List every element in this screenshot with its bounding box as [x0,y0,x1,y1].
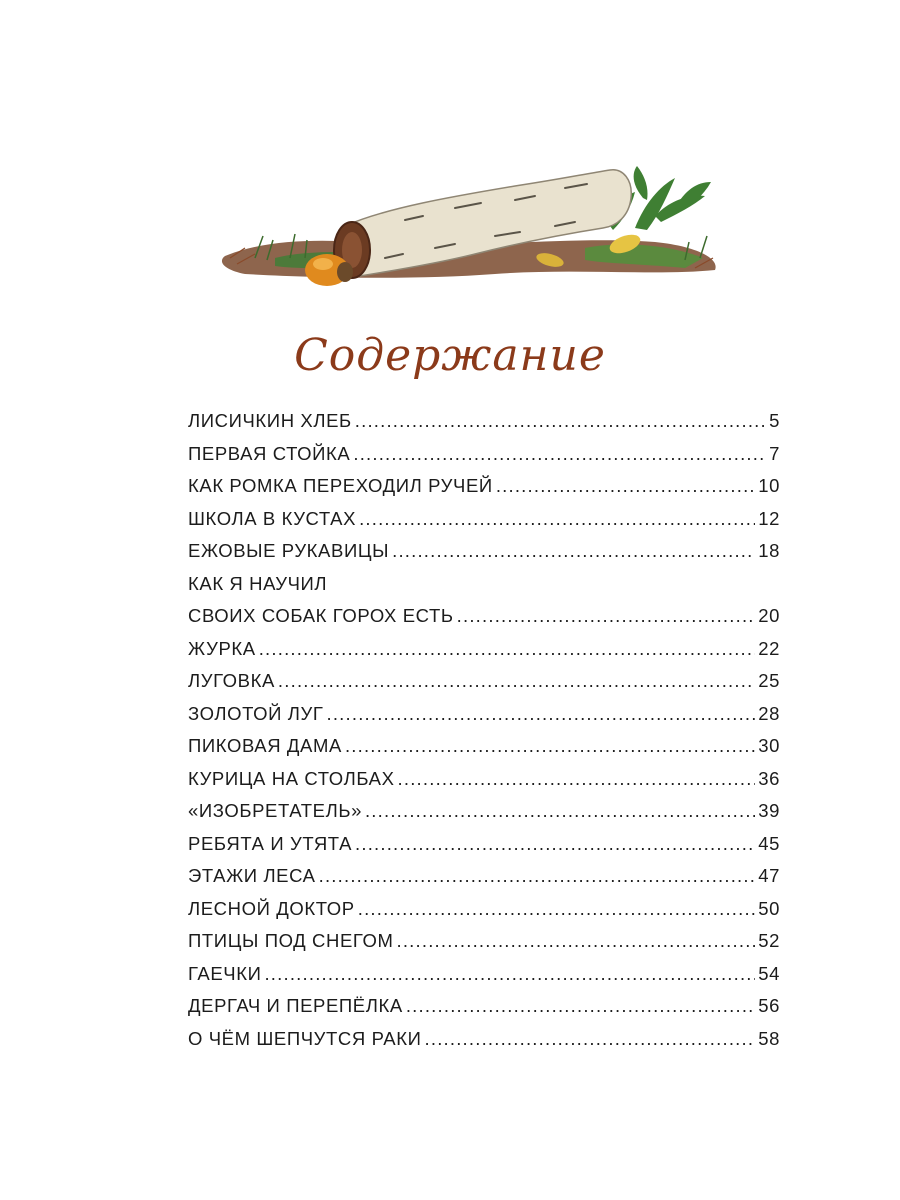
toc-dot-leader [355,833,755,855]
toc-dot-leader [496,475,755,497]
toc-entry-title: ЖУРКА [188,637,256,659]
toc-entry-page: 56 [758,995,780,1016]
toc-entry-title: ГАЕЧКИ [188,962,262,984]
toc-entry [188,768,780,801]
toc-entry-title: РЕБЯТА И УТЯТА [188,832,353,854]
toc-entry-page: 20 [758,605,780,626]
toc-entry [188,475,780,508]
toc-dot-leader [398,768,756,790]
toc-entry [188,443,780,476]
toc-entry-title: ЛУГОВКА [188,670,275,691]
toc-dot-leader [259,638,756,660]
toc-entry-page: 7 [769,442,780,464]
toc-entry-title: ЛИСИЧКИН ХЛЕБ [188,410,352,431]
toc-entry [188,930,780,963]
toc-dot-leader [319,865,756,887]
toc-entry-page: 30 [758,735,780,756]
toc-entry-title: ДЕРГАЧ И ПЕРЕПЁЛКА [188,995,403,1016]
toc-entry-page: 28 [758,702,780,724]
toc-entry [188,963,780,996]
toc-dot-leader [365,800,755,822]
toc-entry [188,995,780,1028]
toc-dot-leader [406,995,755,1017]
toc-entry-page: 12 [758,507,780,529]
toc-entry-page: 10 [758,475,780,496]
toc-entry-title: О ЧЁМ ШЕПЧУТСЯ РАКИ [188,1027,422,1049]
toc-entry-page: 36 [758,767,780,789]
toc-entry [188,1028,780,1061]
toc-entry-page: 25 [758,670,780,691]
toc-dot-leader [327,703,756,725]
toc-dot-leader [345,735,755,757]
toc-entry-title: ЕЖОВЫЕ РУКАВИЦЫ [188,540,390,561]
toc-entry-title: КУРИЦА НА СТОЛБАХ [188,767,395,789]
toc-entry-page: 18 [758,540,780,561]
birch-log-with-mushroom-icon [155,108,750,348]
toc-dot-leader [425,1028,756,1050]
toc-dot-leader [278,670,755,692]
toc-entry-page: 52 [758,930,780,951]
toc-entry-page: 58 [758,1027,780,1049]
toc-entry-page: 22 [758,637,780,659]
table-of-contents [188,410,780,1060]
toc-dot-leader [397,930,756,952]
toc-entry-page: 47 [758,865,780,886]
toc-entry [188,898,780,931]
toc-entry [188,508,780,541]
toc-entry [188,703,780,736]
toc-entry-page: 5 [769,410,780,431]
toc-dot-leader [353,443,766,465]
toc-dot-leader [358,898,755,920]
toc-entry-title: «ИЗОБРЕТАТЕЛЬ» [188,800,362,821]
toc-dot-leader [264,963,755,985]
toc-entry-title: ЗОЛОТОЙ ЛУГ [188,702,324,724]
toc-entry-page: 39 [758,800,780,821]
toc-entry-title: СВОИХ СОБАК ГОРОХ ЕСТЬ [188,605,454,626]
toc-entry [188,605,780,638]
toc-entry [188,638,780,671]
toc-entry-title: КАК РОМКА ПЕРЕХОДИЛ РУЧЕЙ [188,475,493,496]
toc-entry-page: 45 [758,832,780,854]
toc-entry-title: ПЕРВАЯ СТОЙКА [188,442,351,464]
toc-entry [188,833,780,866]
toc-entry [188,865,780,898]
toc-dot-leader [392,540,755,562]
toc-entry-title: ПИКОВАЯ ДАМА [188,735,342,756]
toc-entry [188,410,780,443]
page-title: Содержание [294,330,606,381]
toc-entry-continued [188,573,780,606]
toc-entry [188,800,780,833]
birch-log-illustration [155,108,750,348]
toc-entry [188,540,780,573]
toc-dot-leader [355,410,766,432]
toc-entry-title: ЛЕСНОЙ ДОКТОР [188,897,355,919]
toc-entry-page: 54 [758,962,780,984]
toc-dot-leader [359,508,755,530]
toc-entry-title: ЭТАЖИ ЛЕСА [188,865,316,886]
toc-dot-leader [457,605,756,627]
toc-entry-page: 50 [758,897,780,919]
toc-entry-title: ПТИЦЫ ПОД СНЕГОМ [188,930,394,951]
toc-entry-title: КАК Я НАУЧИЛ [188,572,328,594]
toc-entry-title: ШКОЛА В КУСТАХ [188,507,357,529]
toc-entry [188,670,780,703]
toc-entry [188,735,780,768]
